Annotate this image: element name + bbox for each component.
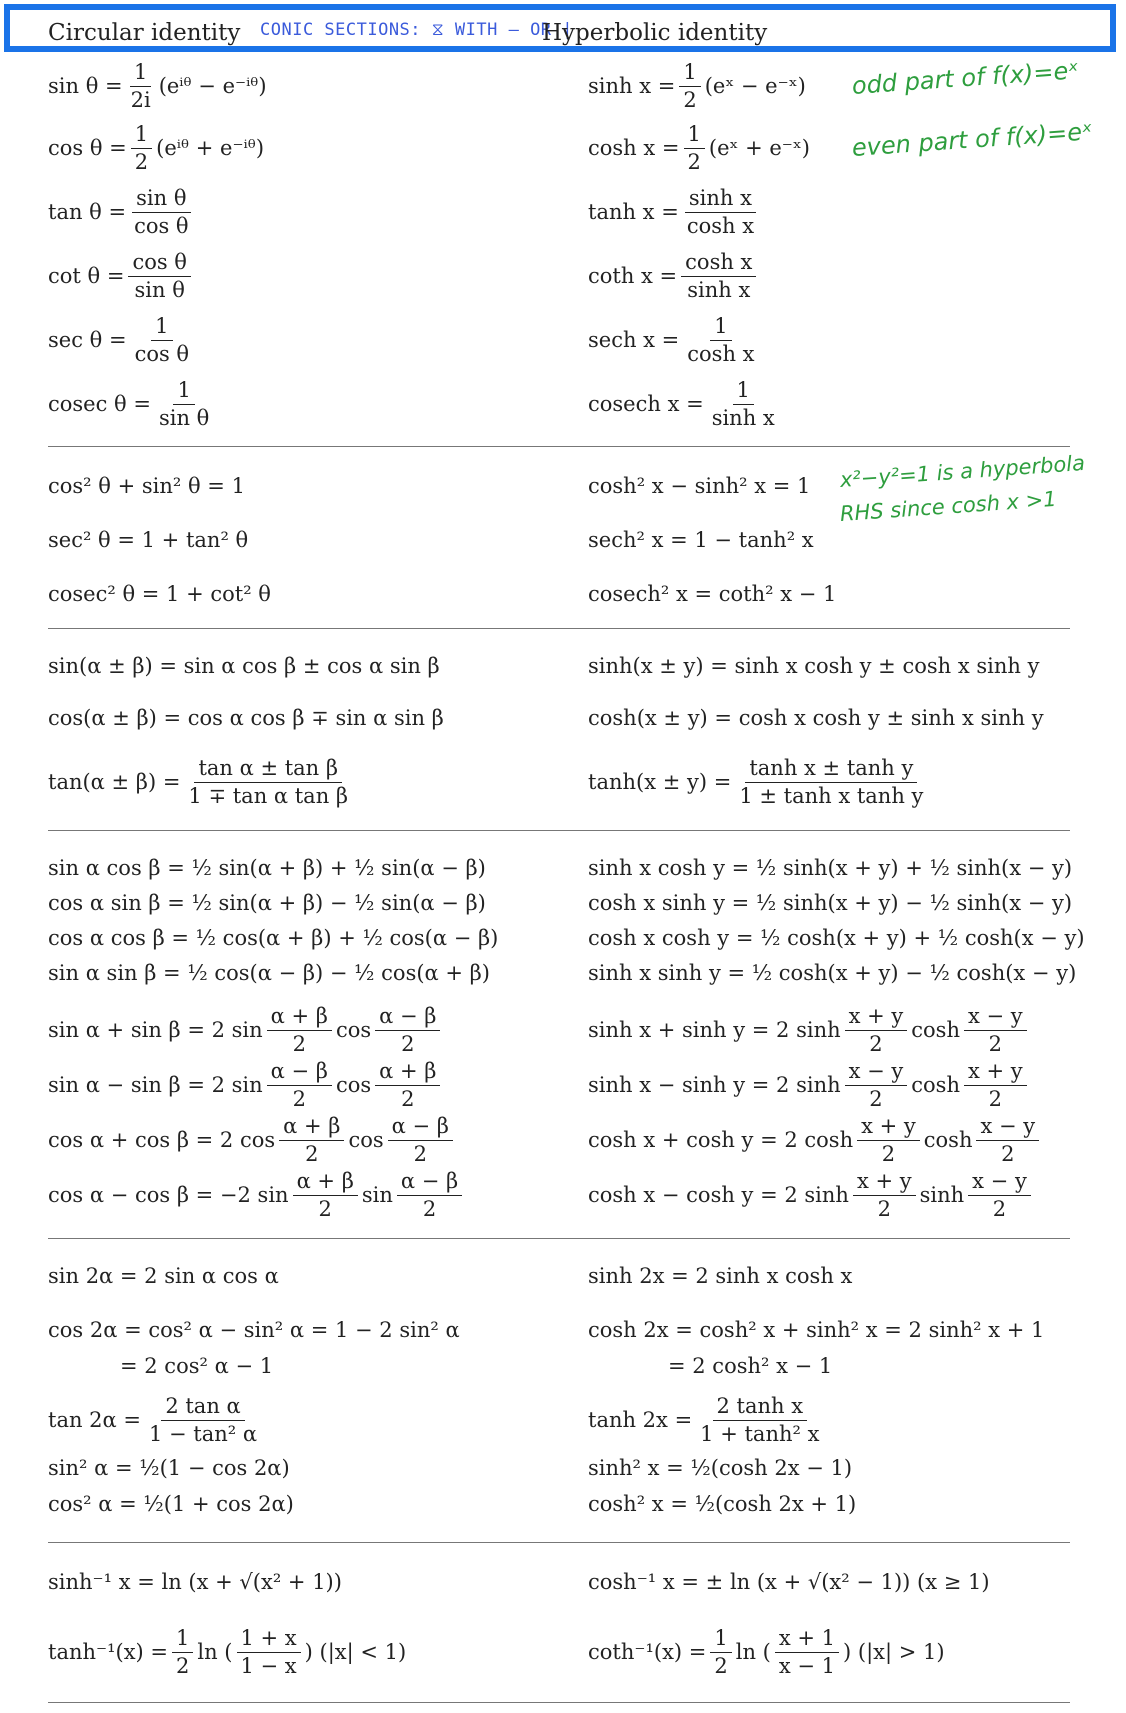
double-angle-cos: cos 2α = cos² α − sin² α = 1 − 2 sin² α [48, 1318, 460, 1342]
sum-to-product-1: sin α + sin β = 2 sin $\frac{\alpha + \beta}{2}$ cos $\frac{\alpha - \beta}{2}$ [48, 1006, 444, 1055]
hyp-sum-to-product-2: sinh x − sinh y = 2 sinh $\frac{x - y}{2}$ cosh $\frac{x + y}{2}$ [588, 1061, 1031, 1110]
cot-ratio-identity: cot θ = $\frac{\text{cos θ}}{\text{sin θ}}$ [48, 252, 195, 301]
hyp-product-identity-3: cosh x cosh y = ½ cosh(x + y) + ½ cosh(x − y) [588, 926, 1085, 950]
tan-ratio-identity: tan θ = $\frac{\text{sin θ}}{\text{cos θ}}$ [48, 186, 189, 238]
hyp-sum-to-product-3: cosh x + cosh y = 2 cosh $\frac{x + y}{2}$ cosh $\frac{x - y}{2}$ [588, 1116, 1043, 1165]
hyp-pythagorean-identity-2: sech² x = 1 − tanh² x [588, 528, 814, 552]
sum-to-product-4: cos α − cos β = −2 sin $\frac{\alpha + \beta}{2}$ sin $\frac{\alpha - \beta}{2}$ [48, 1171, 466, 1220]
product-identity-3: cos α cos β = ½ cos(α + β) + ½ cos(α − β) [48, 926, 499, 950]
hyperbola-note: x²−y²=1 is a hyperbola [839, 450, 1086, 492]
pythagorean-identity-1: cos² θ + sin² θ = 1 [48, 474, 245, 498]
cosh-squared-identity: cosh² x = ½(cosh 2x + 1) [588, 1492, 857, 1516]
double-angle-tan: tan 2α = $\frac{\text{2 tan α}}{\text{1 − tan² α}}$ [48, 1394, 258, 1446]
inverse-cosh-identity: cosh⁻¹ x = ± ln (x + √(x² − 1)) (x ≥ 1) [588, 1570, 990, 1594]
hyp-product-identity-1: sinh x cosh y = ½ sinh(x + y) + ½ sinh(x − y) [588, 856, 1073, 880]
inverse-tanh-identity: tanh⁻¹(x) = $\frac{1}{2}$ ln ( $\frac{1 + x}{1 - x}$ ) (|x| < 1) [48, 1626, 407, 1678]
sum-to-product-3: cos α + cos β = 2 cos $\frac{\alpha + \beta}{2}$ cos $\frac{\alpha - \beta}{2}$ [48, 1116, 457, 1165]
sin-exp-identity: sin θ = $\frac{1}{2i}$ (eⁱᶿ − e⁻ⁱᶿ) [48, 60, 267, 112]
double-angle-cos-alt: = 2 cos² α − 1 [120, 1354, 274, 1378]
hyp-sum-to-product-4: cosh x − cosh y = 2 sinh $\frac{x + y}{2}$ sinh $\frac{x - y}{2}$ [588, 1171, 1035, 1220]
cosh-exp-identity: cosh x = $\frac{1}{2}$ (eˣ + e⁻ˣ) [588, 122, 810, 174]
double-angle-sinh: sinh 2x = 2 sinh x cosh x [588, 1264, 853, 1288]
tan-addition-identity: tan(α ± β) = $\frac{\text{tan α ± tan β}}{\text{1 ∓ tan α tan β}}$ [48, 756, 349, 808]
product-identity-2: cos α sin β = ½ sin(α + β) − ½ sin(α − β) [48, 891, 486, 915]
section-divider [48, 628, 1070, 629]
section-divider [48, 1542, 1070, 1543]
sec-ratio-identity: sec θ = $\frac{1}{\text{cos θ}}$ [48, 314, 190, 366]
hyperbolic-identity-heading: Hyperbolic identity [542, 20, 768, 46]
section-divider [48, 830, 1070, 831]
hyp-product-identity-2: cosh x sinh y = ½ sinh(x + y) − ½ sinh(x − y) [588, 891, 1073, 915]
sinh-squared-identity: sinh² x = ½(cosh 2x − 1) [588, 1456, 853, 1480]
cosech-ratio-identity: cosech x = $\frac{1}{\text{sinh x}}$ [588, 378, 775, 430]
even-part-note: even part of f(x)=eˣ [851, 117, 1094, 162]
double-angle-sin: sin 2α = 2 sin α cos α [48, 1264, 279, 1288]
inverse-sinh-identity: sinh⁻¹ x = ln (x + √(x² + 1)) [48, 1570, 342, 1594]
double-angle-tanh: tanh 2x = $\frac{\text{2 tanh x}}{\text{1 + tanh² x}}$ [588, 1394, 820, 1446]
product-identity-4: sin α sin β = ½ cos(α − β) − ½ cos(α + β) [48, 961, 491, 985]
odd-part-note: odd part of f(x)=eˣ [851, 56, 1080, 100]
sin-squared-identity: sin² α = ½(1 − cos 2α) [48, 1456, 290, 1480]
section-divider [48, 1702, 1070, 1703]
sech-ratio-identity: sech x = $\frac{1}{\text{cosh x}}$ [588, 314, 755, 366]
rhs-note: RHS since cosh x >1 [839, 486, 1058, 526]
sum-to-product-2: sin α − sin β = 2 sin $\frac{\alpha - \beta}{2}$ cos $\frac{\alpha + \beta}{2}$ [48, 1061, 444, 1110]
tanh-ratio-identity: tanh x = $\frac{\text{sinh x}}{\text{cosh x}}$ [588, 186, 755, 238]
coth-ratio-identity: coth x = $\frac{\text{cosh x}}{\text{sinh x}}$ [588, 252, 760, 301]
product-identity-1: sin α cos β = ½ sin(α + β) + ½ sin(α − β) [48, 856, 486, 880]
pythagorean-identity-3: cosec² θ = 1 + cot² θ [48, 582, 271, 606]
hyp-sum-to-product-1: sinh x + sinh y = 2 sinh $\frac{x + y}{2}$ cosh $\frac{x - y}{2}$ [588, 1006, 1031, 1055]
section-divider [48, 446, 1070, 447]
section-divider [48, 1238, 1070, 1239]
cos-addition-identity: cos(α ± β) = cos α cos β ∓ sin α sin β [48, 706, 444, 730]
tanh-addition-identity: tanh(x ± y) = $\frac{\text{tanh x ± tanh y}}{\text{1 ± tanh x tanh y}}$ [588, 756, 924, 808]
hyp-pythagorean-identity-1: cosh² x − sinh² x = 1 [588, 474, 811, 498]
double-angle-cosh-alt: = 2 cosh² x − 1 [668, 1354, 833, 1378]
sin-addition-identity: sin(α ± β) = sin α cos β ± cos α sin β [48, 654, 440, 678]
hyp-pythagorean-identity-3: cosech² x = coth² x − 1 [588, 582, 837, 606]
conic-sections-note: CONIC SECTIONS: ⧖ WITH — OR | [260, 20, 574, 40]
cos-squared-identity: cos² α = ½(1 + cos 2α) [48, 1492, 294, 1516]
pythagorean-identity-2: sec² θ = 1 + tan² θ [48, 528, 249, 552]
sinh-addition-identity: sinh(x ± y) = sinh x cosh y ± cosh x sinh y [588, 654, 1040, 678]
inverse-coth-identity: coth⁻¹(x) = $\frac{1}{2}$ ln ( $\frac{x + 1}{x - 1}$ ) (|x| > 1) [588, 1626, 945, 1678]
cosh-addition-identity: cosh(x ± y) = cosh x cosh y ± sinh x sinh y [588, 706, 1044, 730]
cos-exp-identity: cos θ = $\frac{1}{2}$ (eⁱᶿ + e⁻ⁱᶿ) [48, 122, 265, 174]
table-header [4, 4, 1116, 52]
cosec-ratio-identity: cosec θ = $\frac{1}{\text{sin θ}}$ [48, 378, 210, 430]
circular-identity-heading: Circular identity [48, 20, 241, 46]
double-angle-cosh: cosh 2x = cosh² x + sinh² x = 2 sinh² x + 1 [588, 1318, 1045, 1342]
sinh-exp-identity: sinh x = $\frac{1}{2}$ (eˣ − e⁻ˣ) [588, 60, 806, 112]
hyp-product-identity-4: sinh x sinh y = ½ cosh(x + y) − ½ cosh(x − y) [588, 961, 1077, 985]
